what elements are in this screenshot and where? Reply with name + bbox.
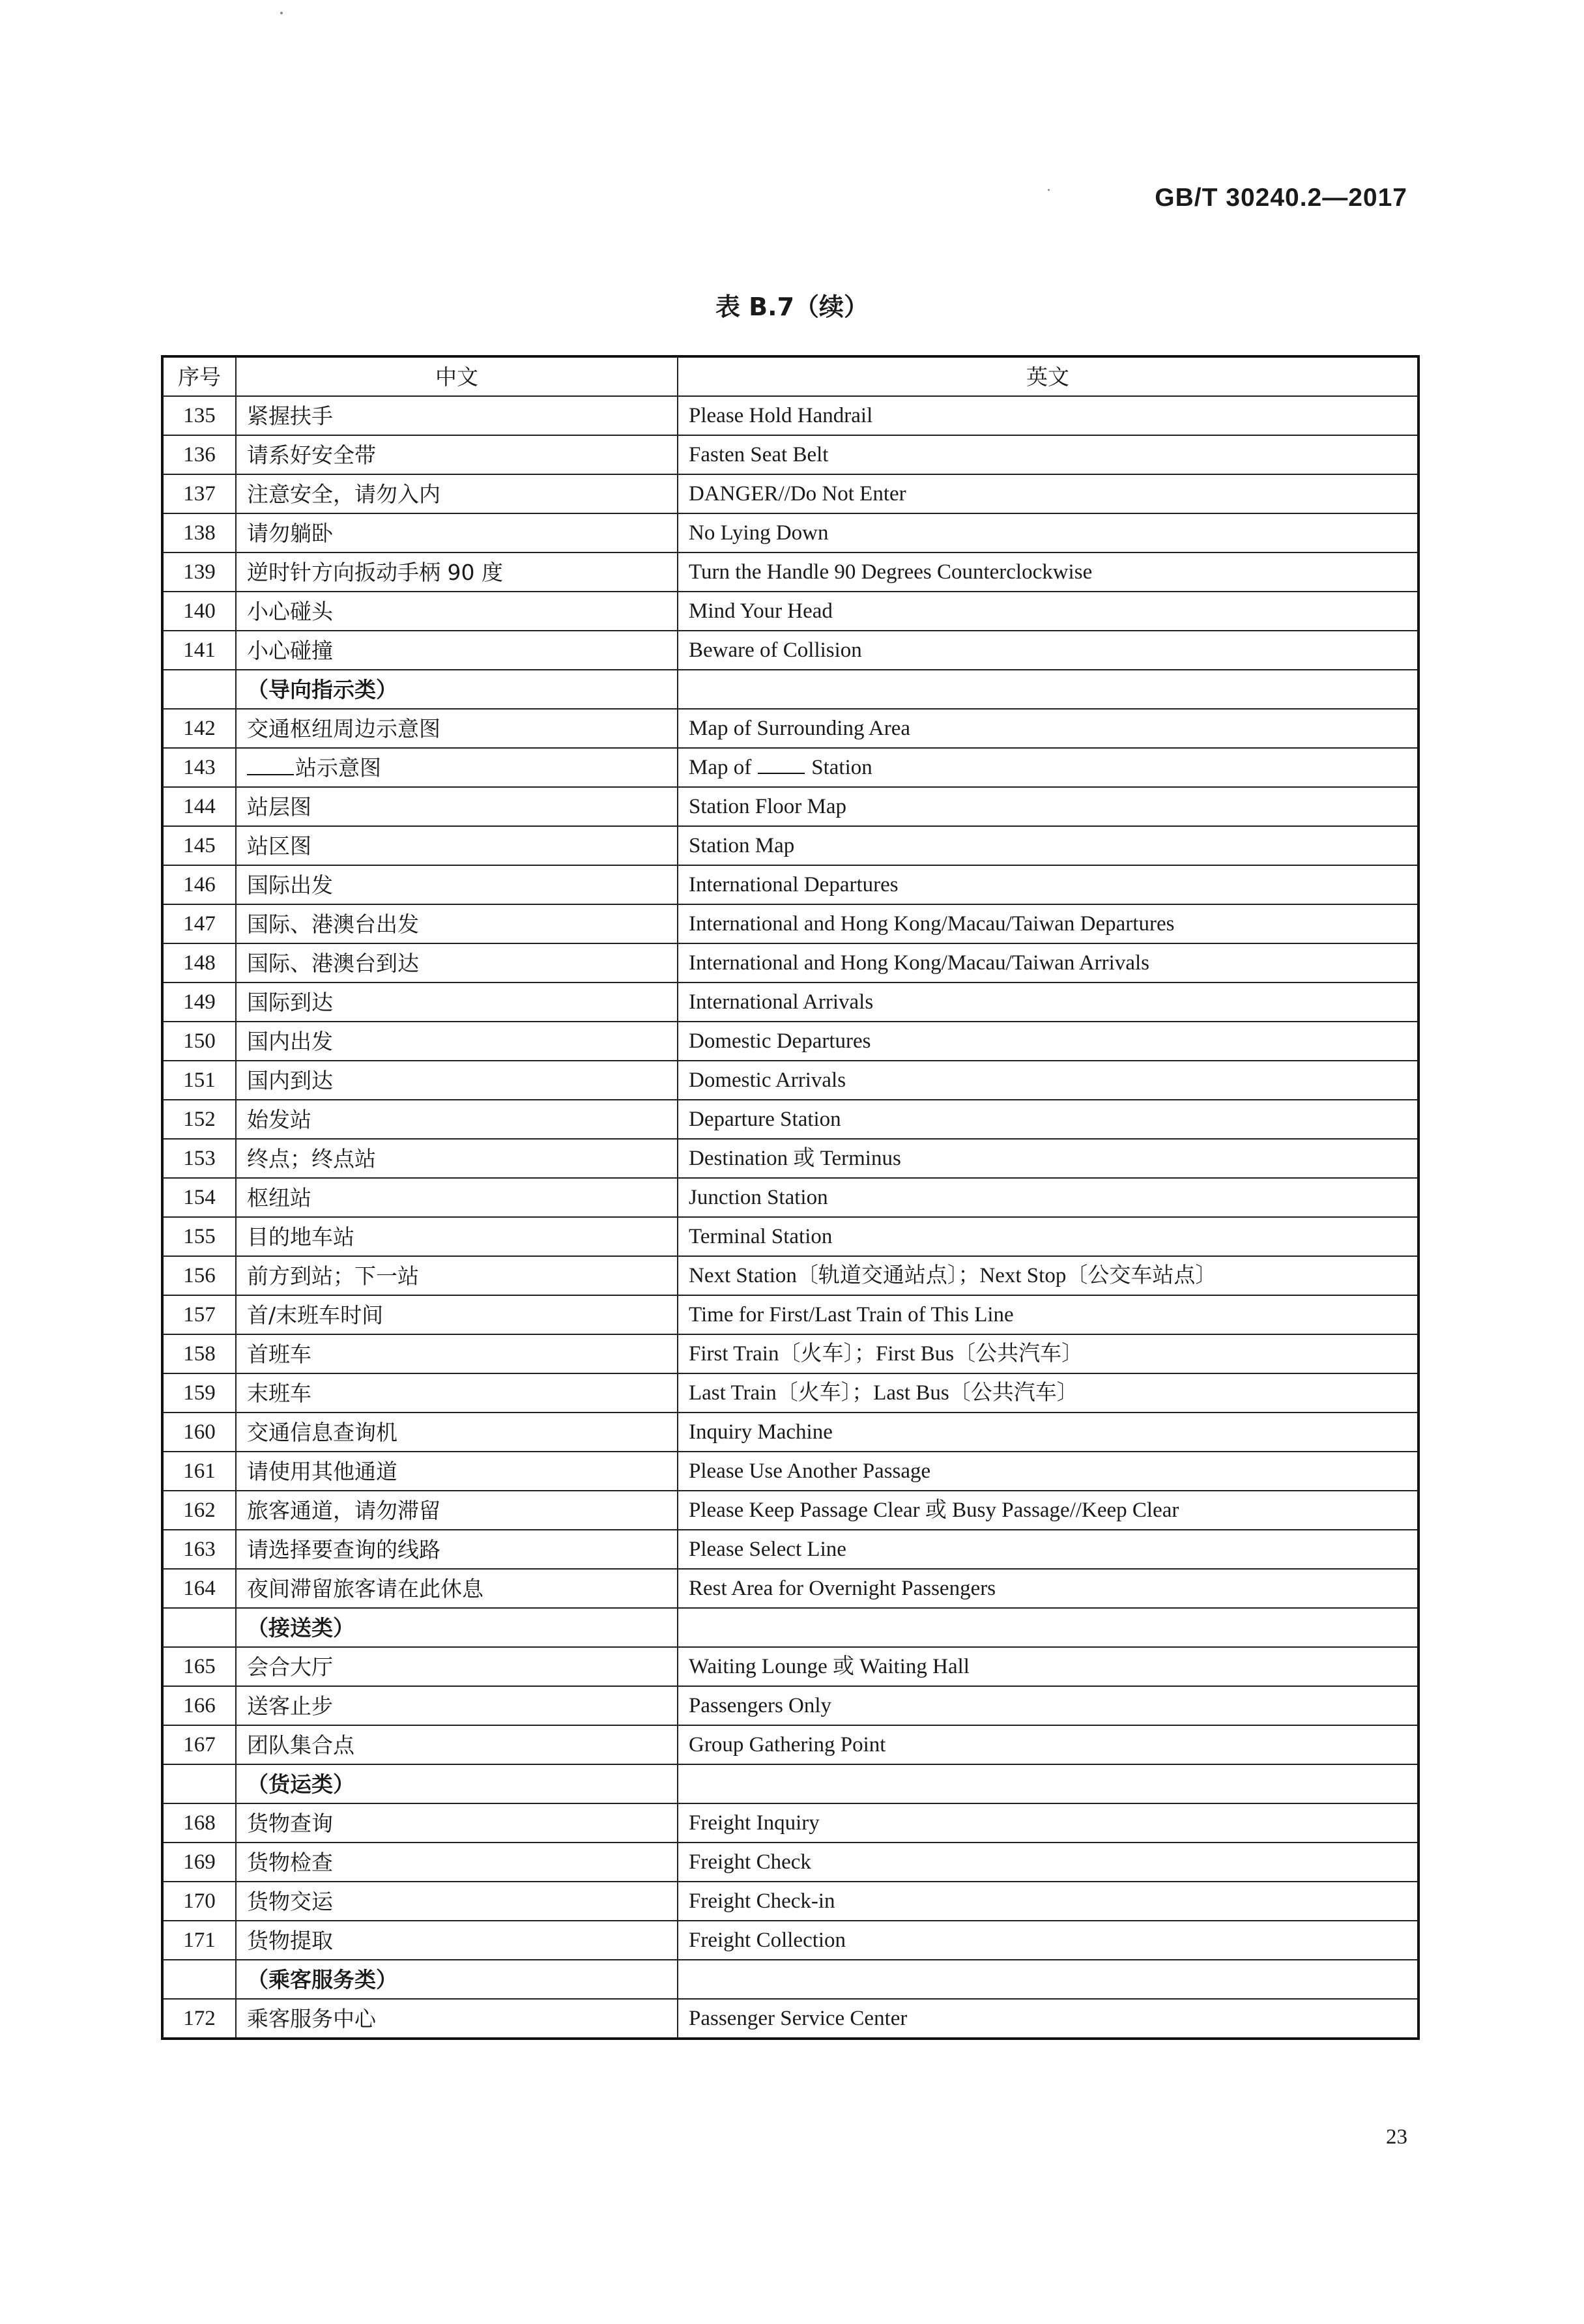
chinese-term: 会合大厅 [236, 1647, 678, 1686]
row-index: 145 [162, 826, 236, 865]
row-index: 168 [162, 1803, 236, 1843]
english-term: Passenger Service Center [678, 1999, 1418, 2039]
table-row [162, 1022, 1418, 1061]
table-row [162, 826, 1418, 865]
english-term [678, 1960, 1418, 1999]
chinese-term: 货物提取 [236, 1921, 678, 1960]
row-index: 150 [162, 1022, 236, 1061]
row-index: 136 [162, 435, 236, 474]
english-term-cell [678, 748, 1418, 787]
english-term [678, 1608, 1418, 1647]
fill-in-blank [758, 773, 805, 774]
row-index: 152 [162, 1100, 236, 1139]
chinese-term: 末班车 [236, 1373, 678, 1413]
row-index: 158 [162, 1334, 236, 1373]
table-row [162, 592, 1418, 631]
english-term: Last Train〔火车〕；Last Bus〔公共汽车〕 [678, 1373, 1418, 1413]
chinese-term: 逆时针方向扳动手柄 90 度 [236, 552, 678, 592]
english-term: Inquiry Machine [678, 1413, 1418, 1452]
row-index: 149 [162, 983, 236, 1022]
chinese-term: 国内到达 [236, 1061, 678, 1100]
english-term: Mind Your Head [678, 592, 1418, 631]
chinese-term: 货物交运 [236, 1882, 678, 1921]
english-term: Group Gathering Point [678, 1725, 1418, 1764]
chinese-term: 旅客通道，请勿滞留 [236, 1491, 678, 1530]
chinese-term: 团队集合点 [236, 1725, 678, 1764]
english-term: Map of Surrounding Area [678, 709, 1418, 748]
english-term: Next Station〔轨道交通站点〕；Next Stop〔公交车站点〕 [678, 1256, 1418, 1295]
chinese-term: 国际、港澳台到达 [236, 943, 678, 983]
table-row [162, 1530, 1418, 1569]
chinese-term: 请选择要查询的线路 [236, 1530, 678, 1569]
chinese-term: 夜间滞留旅客请在此休息 [236, 1569, 678, 1608]
row-index: 137 [162, 474, 236, 513]
category-label: （货运类） [236, 1764, 678, 1803]
chinese-term: 小心碰头 [236, 592, 678, 631]
chinese-term: 国际出发 [236, 865, 678, 904]
table-header-row [162, 356, 1418, 396]
table-row [162, 396, 1418, 435]
row-index: 151 [162, 1061, 236, 1100]
row-index [162, 670, 236, 709]
chinese-term: 交通信息查询机 [236, 1413, 678, 1452]
english-term: Station [811, 755, 872, 779]
row-index: 170 [162, 1882, 236, 1921]
english-term: Time for First/Last Train of This Line [678, 1295, 1418, 1334]
column-header-chinese: 中文 [236, 356, 678, 396]
table-row [162, 709, 1418, 748]
english-term: Passengers Only [678, 1686, 1418, 1725]
english-term: Domestic Departures [678, 1022, 1418, 1061]
chinese-term: 小心碰撞 [236, 631, 678, 670]
english-term: International Departures [678, 865, 1418, 904]
english-term [678, 670, 1418, 709]
table-row [162, 1725, 1418, 1764]
category-label: （导向指示类） [236, 670, 678, 709]
table-row [162, 748, 1418, 787]
chinese-term: 货物检查 [236, 1843, 678, 1882]
table-row [162, 1452, 1418, 1491]
english-term: Fasten Seat Belt [678, 435, 1418, 474]
table-row [162, 1999, 1418, 2039]
english-term: Domestic Arrivals [678, 1061, 1418, 1100]
row-index: 156 [162, 1256, 236, 1295]
column-header-english: 英文 [678, 356, 1418, 396]
category-label: （乘客服务类） [236, 1960, 678, 1999]
table-row [162, 1061, 1418, 1100]
table-row [162, 552, 1418, 592]
standard-code: GB/T 30240.2—2017 [1155, 184, 1407, 212]
row-index: 161 [162, 1452, 236, 1491]
english-term: Freight Inquiry [678, 1803, 1418, 1843]
row-index: 171 [162, 1921, 236, 1960]
category-row [162, 1960, 1418, 1999]
scan-speck [280, 12, 283, 14]
chinese-term: 首/末班车时间 [236, 1295, 678, 1334]
english-term: Turn the Handle 90 Degrees Counterclockwise [678, 552, 1418, 592]
chinese-term: 紧握扶手 [236, 396, 678, 435]
chinese-term: 站示意图 [295, 754, 381, 781]
table-row [162, 1100, 1418, 1139]
english-term: International and Hong Kong/Macau/Taiwan Departures [678, 904, 1418, 943]
category-row [162, 670, 1418, 709]
english-term: Freight Check-in [678, 1882, 1418, 1921]
row-index: 143 [162, 748, 236, 787]
chinese-term: 枢纽站 [236, 1178, 678, 1217]
row-index: 169 [162, 1843, 236, 1882]
chinese-term: 国际、港澳台出发 [236, 904, 678, 943]
row-index: 148 [162, 943, 236, 983]
chinese-term: 目的地车站 [236, 1217, 678, 1256]
chinese-term: 国际到达 [236, 983, 678, 1022]
row-index: 141 [162, 631, 236, 670]
chinese-term: 请勿躺卧 [236, 513, 678, 552]
table-row [162, 631, 1418, 670]
chinese-term: 乘客服务中心 [236, 1999, 678, 2039]
chinese-term: 交通枢纽周边示意图 [236, 709, 678, 748]
english-term: Freight Collection [678, 1921, 1418, 1960]
chinese-term: 送客止步 [236, 1686, 678, 1725]
row-index [162, 1764, 236, 1803]
table-row [162, 435, 1418, 474]
table-row [162, 1413, 1418, 1452]
row-index: 166 [162, 1686, 236, 1725]
table-row [162, 983, 1418, 1022]
english-term: Waiting Lounge 或 Waiting Hall [678, 1647, 1418, 1686]
chinese-term: 终点；终点站 [236, 1139, 678, 1178]
category-row [162, 1608, 1418, 1647]
table-row [162, 1882, 1418, 1921]
table-row [162, 1139, 1418, 1178]
table-row [162, 1295, 1418, 1334]
table-row [162, 1803, 1418, 1843]
chinese-term: 站区图 [236, 826, 678, 865]
row-index: 140 [162, 592, 236, 631]
english-term: DANGER//Do Not Enter [678, 474, 1418, 513]
chinese-term: 注意安全，请勿入内 [236, 474, 678, 513]
table-row [162, 1217, 1418, 1256]
english-term: Station Map [678, 826, 1418, 865]
row-index: 167 [162, 1725, 236, 1764]
english-term: Freight Check [678, 1843, 1418, 1882]
row-index: 159 [162, 1373, 236, 1413]
table-row [162, 1647, 1418, 1686]
table-row [162, 1256, 1418, 1295]
table-row [162, 513, 1418, 552]
english-term: Terminal Station [678, 1217, 1418, 1256]
english-term: Junction Station [678, 1178, 1418, 1217]
row-index: 135 [162, 396, 236, 435]
english-term: First Train〔火车〕；First Bus〔公共汽车〕 [678, 1334, 1418, 1373]
english-term: Please Keep Passage Clear 或 Busy Passage//Keep Clear [678, 1491, 1418, 1530]
english-term: Please Use Another Passage [678, 1452, 1418, 1491]
row-index: 172 [162, 1999, 236, 2039]
table-row [162, 865, 1418, 904]
row-index: 139 [162, 552, 236, 592]
table-row [162, 474, 1418, 513]
chinese-term: 前方到站；下一站 [236, 1256, 678, 1295]
table-row [162, 1491, 1418, 1530]
row-index: 154 [162, 1178, 236, 1217]
row-index: 163 [162, 1530, 236, 1569]
page-number: 23 [1386, 2125, 1407, 2149]
row-index [162, 1608, 236, 1647]
english-term: Please Select Line [678, 1530, 1418, 1569]
english-term: Station Floor Map [678, 787, 1418, 826]
row-index: 153 [162, 1139, 236, 1178]
table-row [162, 1921, 1418, 1960]
scan-speck [1048, 189, 1050, 191]
row-index: 165 [162, 1647, 236, 1686]
table-row [162, 904, 1418, 943]
table-row [162, 1178, 1418, 1217]
english-term: Destination 或 Terminus [678, 1139, 1418, 1178]
category-label: （接送类） [236, 1608, 678, 1647]
table-row [162, 943, 1418, 983]
english-term-prefix: Map of [689, 755, 752, 779]
chinese-term: 首班车 [236, 1334, 678, 1373]
table-row [162, 1686, 1418, 1725]
table-row [162, 1373, 1418, 1413]
row-index [162, 1960, 236, 1999]
row-index: 144 [162, 787, 236, 826]
table-title: 表 B.7（续） [715, 293, 869, 321]
chinese-term: 货物查询 [236, 1803, 678, 1843]
chinese-term: 请使用其他通道 [236, 1452, 678, 1491]
table-row [162, 1569, 1418, 1608]
row-index: 162 [162, 1491, 236, 1530]
english-term: Departure Station [678, 1100, 1418, 1139]
english-term: Beware of Collision [678, 631, 1418, 670]
table-row [162, 1843, 1418, 1882]
terms-table [161, 355, 1420, 2040]
english-term: Please Hold Handrail [678, 396, 1418, 435]
chinese-term: 站层图 [236, 787, 678, 826]
english-term: No Lying Down [678, 513, 1418, 552]
column-header-index: 序号 [162, 356, 236, 396]
row-index: 146 [162, 865, 236, 904]
row-index: 155 [162, 1217, 236, 1256]
table-row [162, 787, 1418, 826]
chinese-term: 国内出发 [236, 1022, 678, 1061]
table-row [162, 1334, 1418, 1373]
chinese-term-cell [236, 748, 678, 787]
chinese-term: 始发站 [236, 1100, 678, 1139]
chinese-term: 请系好安全带 [236, 435, 678, 474]
row-index: 142 [162, 709, 236, 748]
english-term: International and Hong Kong/Macau/Taiwan Arrivals [678, 943, 1418, 983]
english-term: International Arrivals [678, 983, 1418, 1022]
english-term: Rest Area for Overnight Passengers [678, 1569, 1418, 1608]
row-index: 157 [162, 1295, 236, 1334]
row-index: 147 [162, 904, 236, 943]
fill-in-blank [247, 774, 294, 775]
row-index: 138 [162, 513, 236, 552]
english-term [678, 1764, 1418, 1803]
row-index: 160 [162, 1413, 236, 1452]
row-index: 164 [162, 1569, 236, 1608]
category-row [162, 1764, 1418, 1803]
